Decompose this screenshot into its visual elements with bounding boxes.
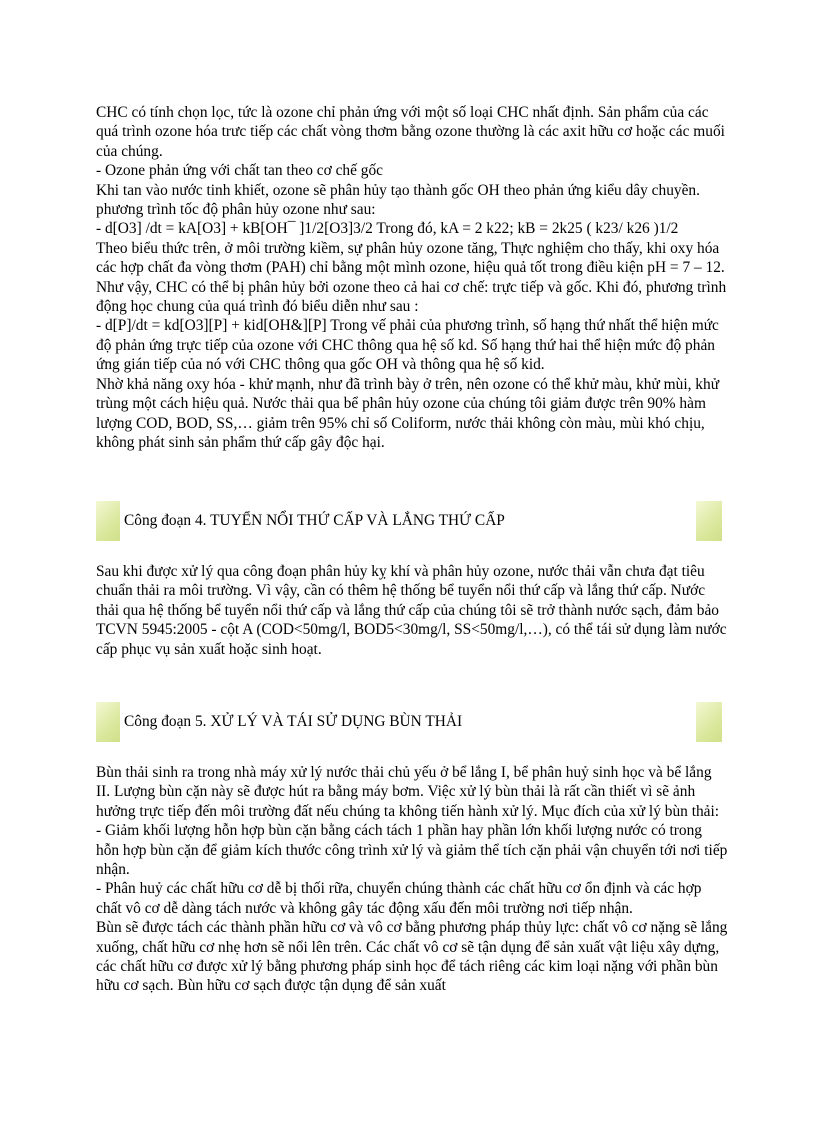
section-heading-5 [96, 702, 722, 742]
paragraph: - Phân huỷ các chất hữu cơ dễ bị thối rữa, chuyển chúng thành các chất hữu cơ ổn định và các hợp chất vô cơ dễ dàng tách nước và không gây tác động xấu đến môi trường nơi tiếp nhận. [96, 880, 702, 917]
paragraph: - Ozone phản ứng với chất tan theo cơ chế gốc [96, 162, 384, 180]
heading-title: Công đoạn 5. XỬ LÝ VÀ TÁI SỬ DỤNG BÙN THẢI [124, 713, 463, 730]
paragraph: Khi tan vào nước tinh khiết, ozone sẽ phân hủy tạo thành gốc OH theo phản ứng kiểu dây chuyền. phương trình tốc độ phân hủy ozone như sau: [96, 181, 700, 219]
section-heading-4 [96, 501, 722, 541]
heading-decoration-left [96, 702, 120, 742]
paragraph: CHC có tính chọn lọc, tức là ozone chỉ phản ứng với một số loại CHC nhất định. Sản phẩm của các quá trình ozone hóa trưc tiếp các chất vòng thơm bằng ozone thường là các axit hữu cơ hoặc các muối của chúng. [96, 104, 725, 160]
section-ozone-text [96, 103, 728, 452]
paragraph: Nhờ khả năng oxy hóa - khử mạnh, như đã trình bày ở trên, nên ozone có thể khử màu, khử mùi, khử trùng một cách hiệu quả. Nước thải qua bể phân hủy ozone của chúng tôi giảm được trên 90% hàm lượng COD, BOD, SS,… giảm trên 95% chỉ số Coliform, nước thải không còn màu, mùi khó chịu, không phát sinh sản phẩm thứ cấp gây độc hại. [96, 375, 720, 451]
section-5-text [96, 763, 728, 996]
paragraph: Bùn sẽ được tách các thành phần hữu cơ và vô cơ bằng phương pháp thủy lực: chất vô cơ nặng sẽ lắng xuống, chất hữu cơ nhẹ hơn sẽ nổi lên trên. Các chất vô cơ sẽ tận dụng để sản xuất vật liệu xây dựng, các chất hữu cơ được xử lý bằng phương pháp sinh học để tách riêng các kim loại nặng với phần bùn hữu cơ sạch. Bùn hữu cơ sạch được tận dụng để sản xuất [96, 919, 728, 995]
paragraph: - d[P]/dt = kd[O3][P] + kid[OH&][P] Trong vế phải của phương trình, số hạng thứ nhất thể hiện mức độ phản ứng trực tiếp của ozone với CHC thông qua hệ số kd. Số hạng thứ hai thể hiện mức độ phản ứng gián tiếp của nó với CHC thông qua gốc OH và thông qua hệ số kid. [96, 317, 719, 374]
heading-decoration-left [96, 501, 120, 541]
paragraph: Sau khi được xử lý qua công đoạn phân hủy kỵ khí và phân hủy ozone, nước thải vẫn chưa đạt tiêu chuẩn thải ra môi trường. Vì vậy, cần có thêm hệ thống bể tuyển nổi thứ cấp và lắng thứ cấp. Nước thải qua hệ thống bể tuyển nổi thứ cấp và lắng thứ cấp của chúng tôi sẽ trở thành nước sạch, đảm bảo TCVN 5945:2005 - cột A (COD<50mg/l, BOD5<30mg/l, SS<50mg/l,…), có thể tái sử dụng làm nước cấp phục vụ sản xuất hoặc sinh hoạt. [96, 563, 727, 658]
paragraph: Theo biểu thức trên, ở môi trường kiềm, sự phân hủy ozone tăng, Thực nghiệm cho thấy, khi oxy hóa các hợp chất đa vòng thơm (PAH) chỉ bằng một mình ozone, hiệu quả tốt trong điều kiện pH = 7 – 12. [96, 239, 725, 277]
paragraph: Như vậy, CHC có thể bị phân hủy bởi ozone theo cả hai cơ chế: trực tiếp và gốc. Khi đó, phương trình động học chung của quá trình đó biểu diễn như sau : [96, 278, 727, 316]
heading-decoration-right [696, 702, 722, 742]
heading-decoration-right [696, 501, 722, 541]
paragraph: - Giảm khối lượng hỗn hợp bùn cặn bằng cách tách 1 phần hay phần lớn khối lượng nước có trong hỗn hợp bùn cặn để giảm kích thước công trình xử lý và giảm thể tích cặn phải vận chuyển tới nơi tiếp nhận. [96, 822, 728, 879]
heading-title: Công đoạn 4. TUYỂN NỔI THỨ CẤP VÀ LẮNG THỨ CẤP [124, 512, 505, 529]
section-4-text [96, 562, 728, 659]
paragraph: - d[O3] /dt = kA[O3] + kB[OH¯ ]1/2[O3]3/2 Trong đó, kA = 2 k22; kB = 2k25 ( k23/ k26 )1/2 [96, 220, 679, 238]
paragraph: Bùn thải sinh ra trong nhà máy xử lý nước thải chủ yếu ở bể lắng I, bể phân huỷ sinh học và bể lắng II. Lượng bùn cặn này sẽ được hút ra bằng máy bơm. Việc xử lý bùn thải là rất cần thiết vì sẽ ảnh hưởng trực tiếp đến môi trường đất nếu chúng ta không tiến hành xử lý. Mục đích của xử lý bùn thải: [96, 764, 720, 820]
